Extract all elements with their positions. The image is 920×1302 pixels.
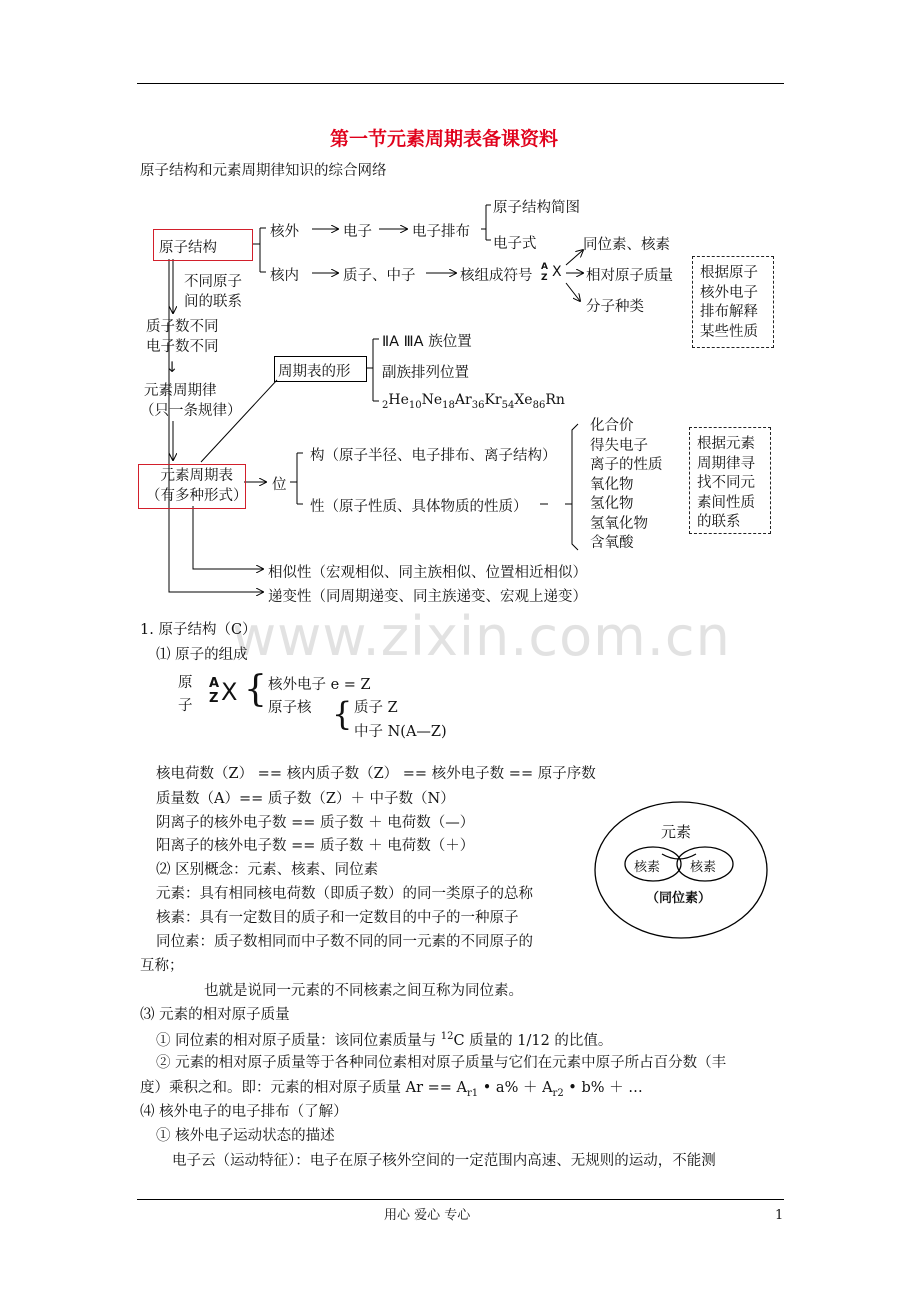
noble-sub: 10 xyxy=(408,400,422,411)
similarity-line: 相似性（宏观相似、同主族相似、位置相近相似） xyxy=(268,565,587,581)
electron-label: 电子 xyxy=(343,224,372,240)
footer-motto: 用心 爱心 专心 xyxy=(384,1208,471,1223)
noble-sub: 18 xyxy=(442,400,455,411)
find-note: 根据元素 周期律寻 找不同元 素间性质 的联系 xyxy=(697,436,755,530)
subsection-3-heading: ⑶ 元素的相对原子质量 xyxy=(140,1007,290,1023)
venn-nuclide-right: 核素 xyxy=(690,860,717,875)
property-list: 化合价 得失电子 离子的性质 氧化物 氢化物 氢氧化物 含氧酸 xyxy=(590,418,663,551)
brace-outer: { xyxy=(244,669,267,710)
isotope-relative-mass-line xyxy=(156,1032,612,1048)
numbers-differ-label: 质子数不同 电子数不同 xyxy=(146,319,219,355)
noble-sub: 36 xyxy=(471,400,485,411)
venn-element-label: 元素 xyxy=(661,823,692,841)
gradation-line: 递变性（同周期递变、同主族递变、宏观上递变） xyxy=(268,589,587,605)
noble-element: Xe xyxy=(514,392,533,408)
atom-mass-number: A xyxy=(209,676,220,691)
venn-isotope-label: （同位素） xyxy=(646,891,712,906)
nucleus-label: 原子核 xyxy=(268,700,312,716)
table-shape-label: 周期表的形 xyxy=(278,364,351,380)
protons-line: 质子 Z xyxy=(354,700,398,716)
periodic-table-label: 元素周期表 （有多种形式） xyxy=(146,468,248,504)
definition-element: 元素：具有相同核电荷数（即质子数）的同一类原子的总称 xyxy=(156,886,533,902)
point1-text-end: C 质量的 1/12 的比值。 xyxy=(453,1032,613,1049)
subsection-1-heading: ⑴ 原子的组成 xyxy=(156,647,248,663)
structure-line: 构（原子半径、电子排布、离子结构） xyxy=(310,448,557,464)
formula-text: 度）乘积之和。即：元素的相对原子质量 Ar == A xyxy=(140,1080,467,1096)
periodic-law-label: 元素周期律 xyxy=(144,383,217,399)
group-position-label: ⅡA ⅢA 族位置 xyxy=(382,334,472,350)
noble-sub: 86 xyxy=(532,400,546,411)
nuclide-element: X xyxy=(552,264,562,280)
watermark: www.zixin.com.cn xyxy=(232,605,731,668)
atom-structure-label: 原子结构 xyxy=(159,240,217,256)
position-label: 位 xyxy=(272,477,287,493)
also-said-line: 也就是说同一元素的不同核素之间互称为同位素。 xyxy=(204,983,523,999)
nuclide-mass-number: A xyxy=(541,262,548,272)
explain-note: 根据原子 核外电子 排布解释 某些性质 xyxy=(700,265,758,340)
relation-line: 阴离子的核外电子数 == 质子数 ＋ 电荷数（—） xyxy=(156,815,475,831)
molecule-type-label: 分子种类 xyxy=(586,299,644,315)
carbon-12-superscript: 12 xyxy=(440,1031,454,1042)
electron-motion-heading: ① 核外电子运动状态的描述 xyxy=(156,1128,335,1144)
definition-nuclide: 核素：具有一定数目的质子和一定数目的中子的一种原子 xyxy=(156,910,519,926)
definition-isotope: 同位素：质子数相同而中子数不同的同一元素的不同原子的 xyxy=(156,934,533,950)
inner-label: 核内 xyxy=(270,268,299,284)
electron-formula-label: 电子式 xyxy=(493,236,537,252)
relation-line: 质量数（A）== 质子数（Z）＋ 中子数（N） xyxy=(156,791,455,807)
page-title: 第一节元素周期表备课资料 xyxy=(330,128,559,150)
page-number: 1 xyxy=(775,1208,784,1223)
noble-element: Ar xyxy=(454,392,472,408)
electron-cloud-line: 电子云（运动特征）：电子在原子核外空间的一定范围内高速、无规则的运动，不能测 xyxy=(172,1153,716,1169)
isotope-nuclide-label: 同位素、核素 xyxy=(583,237,670,253)
property-line: 性（原子性质、具体物质的性质） xyxy=(310,499,528,515)
one-rule-label: （只一条规律） xyxy=(140,403,242,419)
atom-label-1: 原 xyxy=(178,675,193,691)
subtitle: 原子结构和元素周期律知识的综合网络 xyxy=(140,163,387,179)
subsection-4-heading: ⑷ 核外电子的电子排布（了解） xyxy=(140,1104,348,1120)
relation-line: 核电荷数（Z） == 核内质子数（Z） == 核外电子数 == 原子序数 xyxy=(156,766,596,782)
noble-sub: 2 xyxy=(382,400,389,411)
diff-atoms-link-label: 不同原子 间的联系 xyxy=(184,274,242,310)
atom-atomic-number: Z xyxy=(209,691,219,706)
noble-sub: 54 xyxy=(501,400,515,411)
point1-text: ① 同位素的相对原子质量：该同位素质量与 xyxy=(156,1032,441,1049)
down-arrow-glyph: ↓ xyxy=(166,360,179,376)
noble-element: Rn xyxy=(545,392,565,408)
atom-diagram-label: 原子结构简图 xyxy=(493,200,580,216)
formula-text: • b% ＋ … xyxy=(563,1080,643,1096)
element-relative-mass-line: ② 元素的相对原子质量等于各种同位素相对原子质量与它们在元素中原子所占百分数（丰 xyxy=(156,1055,727,1071)
formula-text: • a% ＋ A xyxy=(478,1080,553,1096)
nuclide-atomic-number: Z xyxy=(541,273,548,283)
atom-element-symbol: X xyxy=(221,678,238,706)
noble-element: Kr xyxy=(484,392,502,408)
element-relative-mass-formula xyxy=(140,1081,643,1099)
atom-label-2: 子 xyxy=(178,698,193,714)
footer-rule xyxy=(137,1199,784,1200)
subgroup-position-label: 副族排列位置 xyxy=(382,365,469,381)
nuclide-symbol-label: 核组成符号 xyxy=(460,268,533,284)
noble-element: He xyxy=(388,392,409,408)
relative-mass-label: 相对原子质量 xyxy=(586,268,673,284)
section-1-heading: 1. 原子结构（C） xyxy=(140,622,257,638)
formula-subscript: r2 xyxy=(552,1087,564,1099)
definition-isotope-end: 互称； xyxy=(140,958,184,974)
relation-line: 阳离子的核外电子数 == 质子数 ＋ 电荷数（＋） xyxy=(156,838,475,854)
neutrons-line: 中子 N(A—Z) xyxy=(354,724,447,740)
outer-label: 核外 xyxy=(270,224,299,240)
subsection-2-heading: ⑵ 区别概念：元素、核素、同位素 xyxy=(156,862,379,878)
electron-arrangement-label: 电子排布 xyxy=(412,224,470,240)
venn-nuclide-left: 核素 xyxy=(634,860,661,875)
outer-electrons-line: 核外电子 e = Z xyxy=(268,677,371,693)
brace-inner: { xyxy=(332,695,353,733)
proton-neutron-label: 质子、中子 xyxy=(343,268,416,284)
formula-subscript: r1 xyxy=(467,1087,479,1099)
noble-element: Ne xyxy=(421,392,443,408)
